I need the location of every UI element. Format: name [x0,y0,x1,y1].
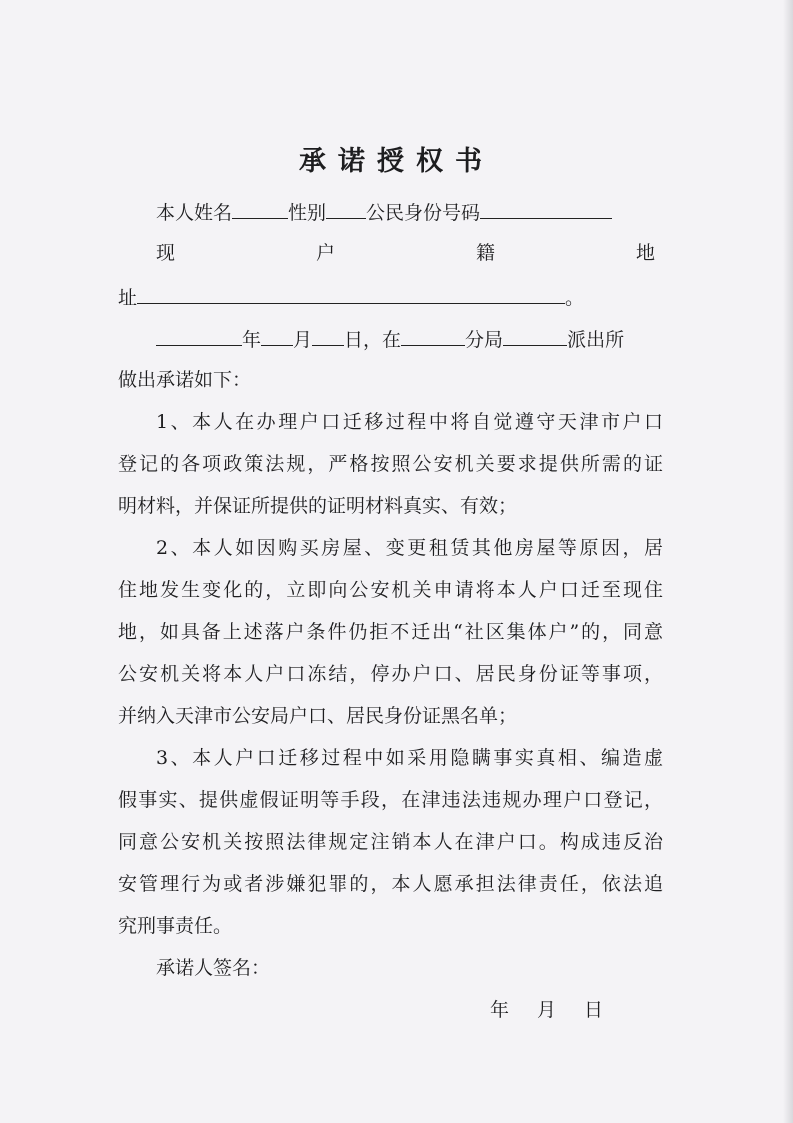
day-blank[interactable] [312,323,344,346]
address-blank-line [118,281,663,311]
sign-year-label: 年 [490,999,510,1021]
clause3-line-2: 假事实、提供虚假证明等手段，在津违法违规办理户口登记， [118,789,663,811]
address-blank[interactable] [137,281,565,304]
branch-label: 分局 [465,329,504,351]
sign-month-label: 月 [537,999,557,1021]
clause2-line-3: 地，如具备上述落户条件仍拒不迁出“社区集体户”的，同意 [118,621,663,643]
identity-line [118,196,663,226]
branch-blank[interactable] [401,323,465,346]
clause2-line-4: 公安机关将本人户口冻结，停办户口、居民身份证等事项， [118,663,663,685]
address-char-1: 现 [156,242,176,264]
name-label: 本人姓名 [156,202,233,224]
address-char-3: 籍 [475,242,495,264]
document-title: 承诺授权书 [299,146,494,177]
clause3-line-3: 同意公安机关按照法律规定注销本人在津户口。构成违反治 [118,831,663,853]
id-label: 公民身份号码 [366,202,481,224]
gender-blank[interactable] [326,196,366,219]
clause2-line-1: 2、本人如因购买房屋、变更租赁其他房屋等原因，居 [156,537,663,559]
address-label-line [118,238,663,268]
name-blank[interactable] [232,196,288,219]
id-number-blank[interactable] [480,196,612,219]
date-station-line [118,323,663,353]
day-label: 日，在 [344,329,402,351]
clause2-line-2: 住地发生变化的，立即向公安机关申请将本人户口迁至现住 [118,579,663,601]
address-char-2: 户 [315,242,335,264]
address-last-char: 址 [118,287,138,309]
clause1-line-1: 1、本人在办理户口迁移过程中将自觉遵守天津市户口 [156,411,663,433]
clause3-line-4: 安管理行为或者涉嫌犯罪的，本人愿承担法律责任，依法追 [118,873,663,895]
station-label: 派出所 [567,329,625,351]
year-blank[interactable] [156,323,242,346]
sign-date [490,995,603,1025]
sign-day-label: 日 [584,999,604,1021]
address-end-mark: 。 [565,287,585,309]
year-label: 年 [242,329,262,351]
clause3-line-1: 3、本人户口迁移过程中如采用隐瞒事实真相、编造虚 [156,747,663,769]
gender-label: 性别 [288,202,327,224]
signature-label: 承诺人签名： [156,957,271,979]
clause1-line-3: 明材料，并保证所提供的证明材料真实、有效； [118,495,518,517]
clause2-line-5: 并纳入天津市公安局户口、居民身份证黑名单； [118,705,518,727]
intro-line: 做出承诺如下： [118,369,252,391]
month-label: 月 [293,329,313,351]
station-blank[interactable] [503,323,567,346]
clause1-line-2: 登记的各项政策法规，严格按照公安机关要求提供所需的证 [118,453,663,475]
address-char-4: 地 [635,242,655,264]
month-blank[interactable] [261,323,293,346]
clause3-line-5: 究刑事责任。 [118,915,233,937]
